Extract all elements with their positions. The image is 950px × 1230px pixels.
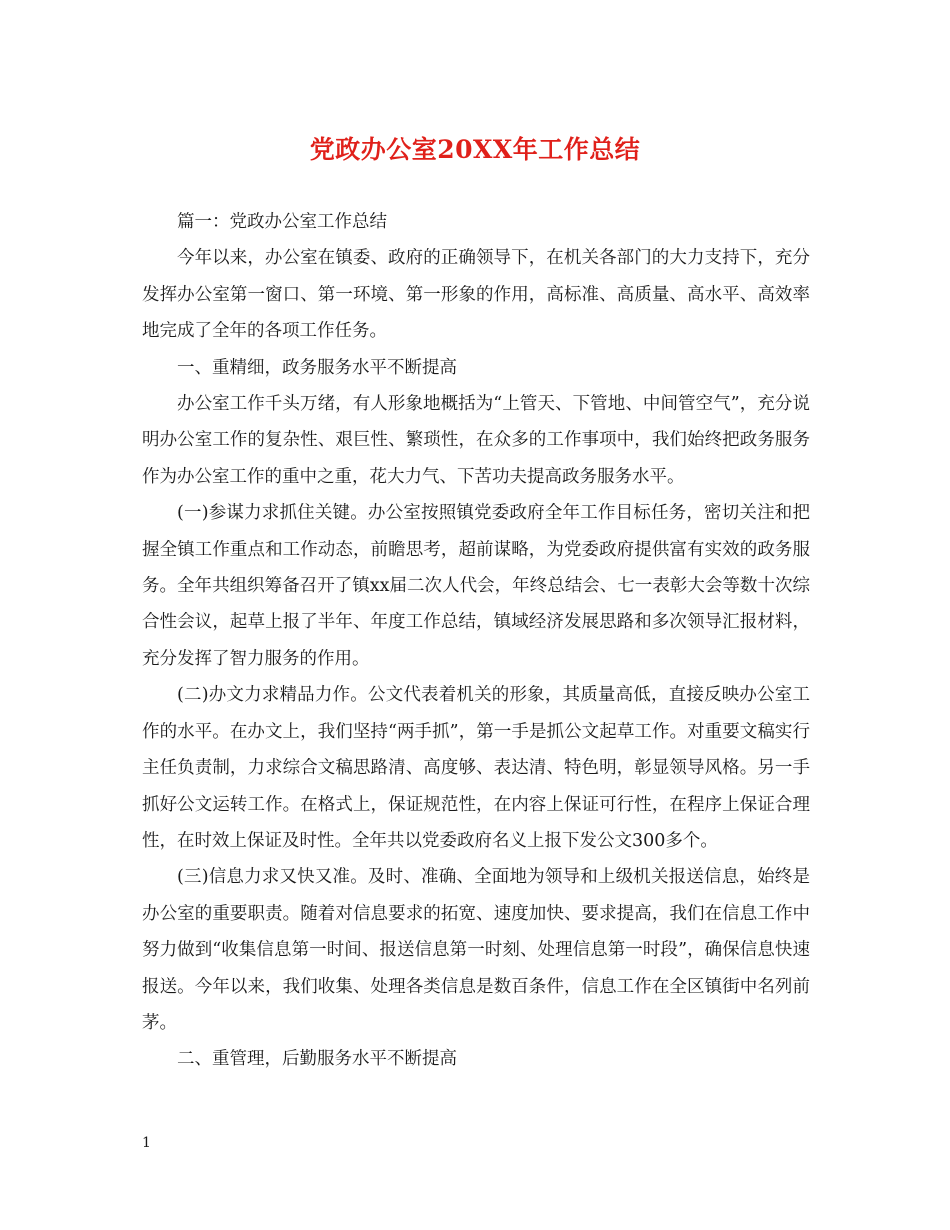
page-number: 1 (142, 1135, 151, 1151)
paragraph: 办公室工作千头万绪，有人形象地概括为“上管天、下管地、中间管空气”，充分说明办公室工作的复杂性、艰巨性、繁琐性，在众多的工作事项中，我们始终把政务服务作为办公室工作的重中之重，花大力气、下苦功夫提高政务服务水平。 (142, 394, 810, 487)
section-heading: 二、重管理，后勤服务水平不断提高 (177, 1049, 457, 1070)
paragraph: (二)办文力求精品力作。公文代表着机关的形象，其质量高低，直接反映办公室工作的水平。在办文上，我们坚持“两手抓”，第一手是抓公文起草工作。对重要文稿实行主任负责制，力求综合文稿思路清、高度够、表达清、特色明，彰显领导风格。另一手抓好公文运转工作。在格式上，保证规范性，在内容上保证可行性，在程序上保证合理性，在时效上保证及时性。全年共以党委政府名义上报下发公文300多个。 (142, 685, 810, 851)
paragraph: (三)信息力求又快又准。及时、准确、全面地为领导和上级机关报送信息，始终是办公室的重要职责。随着对信息要求的拓宽、速度加快、要求提高，我们在信息工作中努力做到“收集信息第一时间、报送信息第一时刻、处理信息第一时段”，确保信息快速报送。今年以来，我们收集、处理各类信息是数百条件，信息工作在全区镇街中名列前茅。 (142, 867, 810, 1033)
section-heading: 一、重精细，政务服务水平不断提高 (177, 357, 457, 378)
paragraph: (一)参谋力求抓住关键。办公室按照镇党委政府全年工作目标任务，密切关注和把握全镇工作重点和工作动态，前瞻思考，超前谋略，为党委政府提供富有实效的政务服务。全年共组织筹备召开了镇xx届二次人代会，年终总结会、七一表彰大会等数十次综合性会议，起草上报了半年、年度工作总结，镇域经济发展思路和多次领导汇报材料，充分发挥了智力服务的作用。 (142, 503, 810, 669)
document-title: 党政办公室20XX年工作总结 (309, 135, 641, 164)
paragraph: 今年以来，办公室在镇委、政府的正确领导下，在机关各部门的大力支持下，充分发挥办公室第一窗口、第一环境、第一形象的作用，高标准、高质量、高水平、高效率地完成了全年的各项工作任务。 (142, 248, 810, 342)
document-body (142, 204, 810, 1078)
section-heading: 篇一：党政办公室工作总结 (177, 212, 387, 232)
